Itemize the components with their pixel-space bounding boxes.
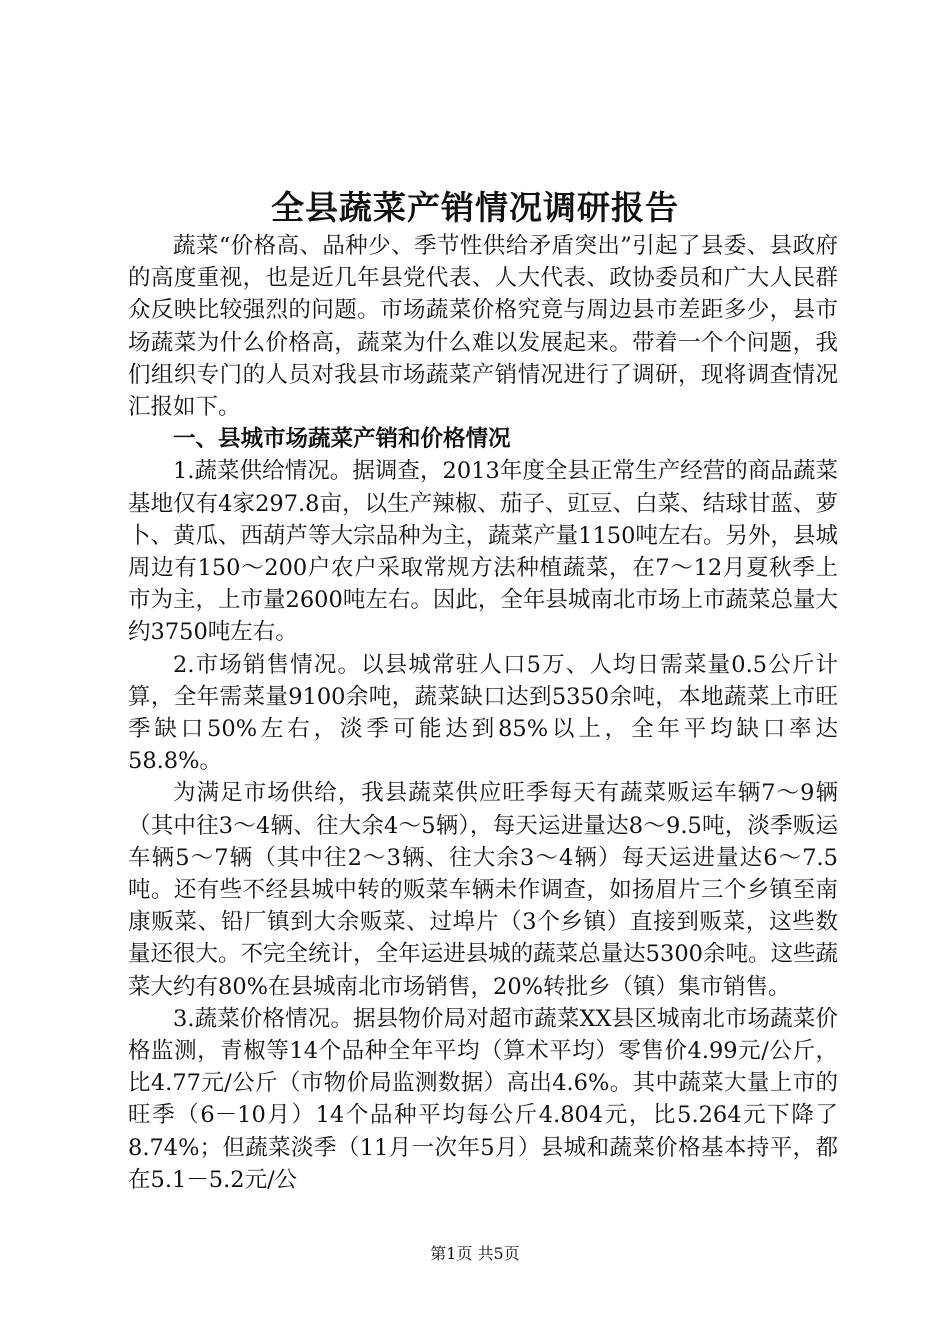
document-title: 全县蔬菜产销情况调研报告 (271, 188, 679, 227)
price-paragraph: 3.蔬菜价格情况。据县物价局对超市蔬菜XX县区城南北市场蔬菜价格监测，青椒等14个品种全年平均（算术平均）零售价4.99元/公斤，比4.77元/公斤（市物价局监测数据）高出4.6%。其中蔬菜大量上市的旺季（6－10月）14个品种平均每公斤4.804元，比5.264元下降了8.74%；但蔬菜淡季（11月一次年5月）县城和蔬菜价格基本持平，都在5.1－5.2元/公 (128, 1005, 838, 1193)
page-footer: 第1页 共5页 (430, 1244, 520, 1263)
supply-paragraph: 1.蔬菜供给情况。据调查，2013年度全县正常生产经营的商品蔬菜基地仅有4家297.8亩，以生产辣椒、茄子、豇豆、白菜、结球甘蓝、萝卜、黄瓜、西葫芦等大宗品种为主，蔬菜产量1150吨左右。另外，县城周边有150～200户农户采取常规方法种植蔬菜，在7～12月夏秋季上市为主，上市量2600吨左右。因此，全年县城南北市场上市蔬菜总量大约3750吨左右。 (128, 458, 838, 646)
transport-paragraph: 为满足市场供给，我县蔬菜供应旺季每天有蔬菜贩运车辆7～9辆（其中往3～4辆、往大余4～5辆），每天运进量达8～9.5吨，淡季贩运车辆5～7辆（其中往2～3辆、往大余3～4辆）每天运进量达6～7.5吨。还有些不经县城中转的贩菜车辆未作调查，如扬眉片三个乡镇至南康贩菜、铅厂镇到大余贩菜、过埠片（3个乡镇）直接到贩菜，这些数量还很大。不完全统计，全年运进县城的蔬菜总量达5300余吨。这些蔬菜大约有80%在县城南北市场销售，20%转批乡（镇）集市销售。 (128, 780, 838, 1000)
intro-paragraph: 蔬菜“价格高、品种少、季节性供给矛盾突出”引起了县委、县政府的高度重视，也是近几年县党代表、人大代表、政协委员和广大人民群众反映比较强烈的问题。市场蔬菜价格究竟与周边县市差距多少，县市场蔬菜为什么价格高，蔬菜为什么难以发展起来。带着一个个问题，我们组织专门的人员对我县市场蔬菜产销情况进行了调研，现将调查情况汇报如下。 (128, 233, 838, 421)
sales-paragraph: 2.市场销售情况。以县城常驻人口5万、人均日需菜量0.5公斤计算，全年需菜量9100余吨，蔬菜缺口达到5350余吨，本地蔬菜上市旺季缺口50%左右，淡季可能达到85%以上，全年平均缺口率达58.8%。 (128, 651, 838, 775)
section-heading: 一、县城市场蔬菜产销和价格情况 (173, 426, 511, 453)
document-body (128, 230, 838, 1196)
